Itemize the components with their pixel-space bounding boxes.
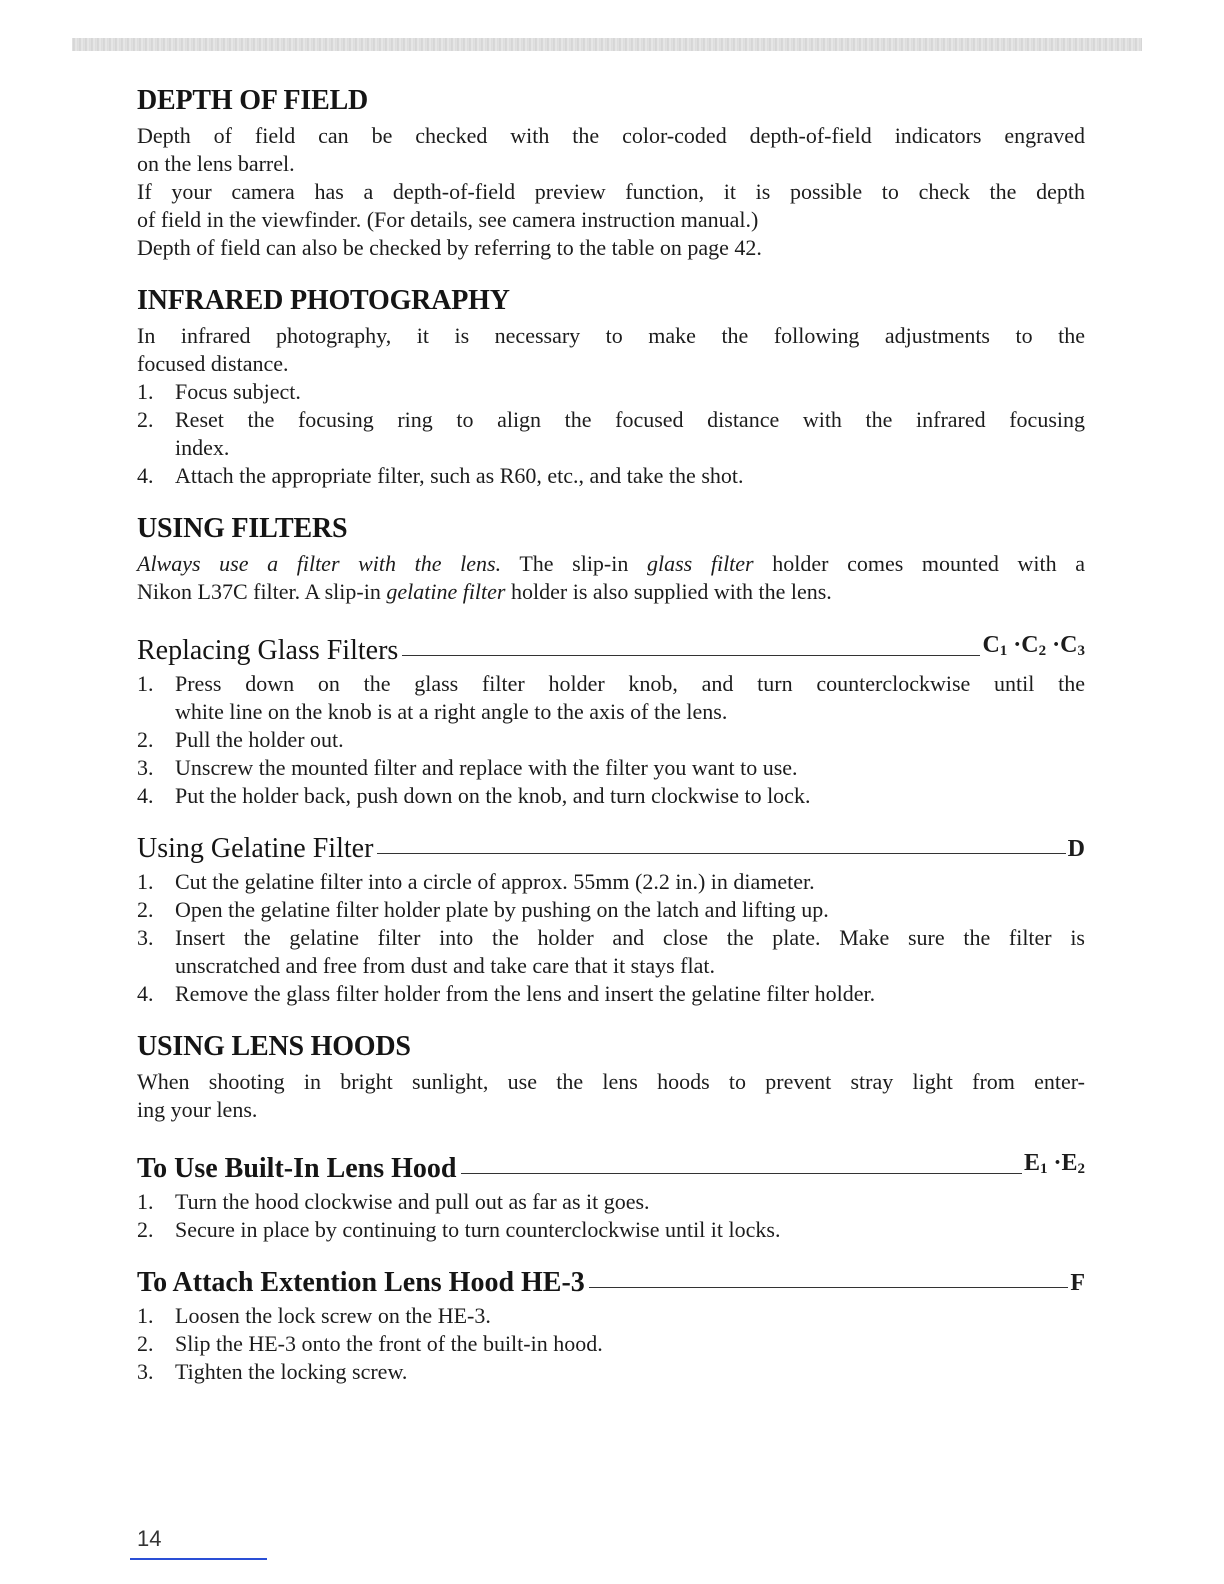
ref-letter: C (1060, 632, 1078, 658)
built-in-hood-title: To Use Built-In Lens Hood (137, 1153, 457, 1184)
plain-text: The slip-in (501, 551, 647, 576)
built-in-hood-section (137, 1146, 1085, 1244)
list-item (137, 924, 1085, 980)
subsection-header (137, 1146, 1085, 1186)
infrared-heading: INFRARED PHOTOGRAPHY (137, 285, 510, 316)
dof-paragraph-line: Depth of field can be checked with the color-coded depth-of-field indicators engraved (137, 123, 1085, 148)
plain-text: Nikon L37C filter. A slip-in (137, 579, 387, 604)
step-number: 3. (137, 925, 154, 950)
ref-subscript: 2 (1077, 1161, 1085, 1177)
list-item (137, 1188, 1085, 1216)
step-number: 4. (137, 981, 154, 1006)
depth-of-field-heading: DEPTH OF FIELD (137, 85, 369, 116)
using-filters-heading: USING FILTERS (137, 513, 348, 544)
step-text: Attach the appropriate filter, such as R60, etc., and take the shot. (175, 463, 744, 488)
figure-reference: D (1067, 836, 1085, 862)
ref-letter: C (1021, 632, 1039, 658)
step-text: Press down on the glass filter holder knob, and turn counterclockwise until the (175, 671, 1085, 696)
gelatine-filter-title: Using Gelatine Filter (137, 833, 374, 864)
step-number: 2. (137, 897, 154, 922)
list-item (137, 726, 1085, 754)
hoods-paragraph-line: ing your lens. (137, 1097, 258, 1122)
subsection-header (137, 832, 1085, 866)
step-text: Unscrew the mounted filter and replace with the filter you want to use. (175, 755, 798, 780)
step-text: Insert the gelatine filter into the holder and close the plate. Make sure the filter is (175, 925, 1085, 950)
step-text: Focus subject. (175, 379, 301, 404)
step-text: Reset the focusing ring to align the focused distance with the infrared focusing (175, 407, 1085, 432)
step-number: 1. (137, 1189, 154, 1214)
step-text: Tighten the locking screw. (175, 1359, 408, 1384)
step-text: Loosen the lock screw on the HE-3. (175, 1303, 491, 1328)
step-text: Open the gelatine filter holder plate by pushing on the latch and lifting up. (175, 897, 829, 922)
leader-line (377, 853, 1065, 854)
using-filters-section (137, 512, 1085, 606)
figure-reference: F (1070, 1270, 1085, 1296)
ref-letter: E (1023, 1150, 1040, 1176)
replacing-glass-steps (137, 670, 1085, 810)
infrared-steps (137, 378, 1085, 490)
extension-hood-section (137, 1266, 1085, 1386)
list-item (137, 980, 1085, 1008)
lens-hoods-section (137, 1030, 1085, 1124)
infrared-paragraph-line: In infrared photography, it is necessary to make the following adjustments to the (137, 323, 1085, 348)
gelatine-steps (137, 868, 1085, 1008)
emphasis-text: gelatine filter (386, 579, 506, 604)
infrared-paragraph-line: focused distance. (137, 351, 289, 376)
step-number: 3. (137, 1359, 154, 1384)
dof-paragraph-line: on the lens barrel. (137, 151, 295, 176)
step-number: 1. (137, 1303, 154, 1328)
filters-paragraph-line (137, 550, 1085, 578)
step-text: unscratched and free from dust and take care that it stays flat. (175, 953, 715, 978)
figure-reference (982, 628, 1085, 668)
extension-hood-steps (137, 1302, 1085, 1386)
list-item (137, 1358, 1085, 1386)
step-text: Turn the hood clockwise and pull out as far as it goes. (175, 1189, 650, 1214)
subsection-header (137, 628, 1085, 668)
emphasis-text: glass filter (646, 551, 754, 576)
ref-subscript: 3 (1077, 643, 1085, 659)
infrared-section (137, 284, 1085, 490)
plain-text: holder comes mounted with a (753, 551, 1085, 576)
list-item (137, 406, 1085, 462)
built-in-hood-steps (137, 1188, 1085, 1244)
ref-separator: · (1047, 1150, 1062, 1176)
step-text: Remove the glass filter holder from the lens and insert the gelatine filter holder. (175, 981, 876, 1006)
list-item (137, 782, 1085, 810)
dof-paragraph-line: of field in the viewfinder. (For details, see camera instruction manual.) (137, 207, 759, 232)
dof-paragraph-line: Depth of field can also be checked by referring to the table on page 42. (137, 235, 762, 260)
step-text: Secure in place by continuing to turn counterclockwise until it locks. (175, 1217, 781, 1242)
top-scan-band (72, 38, 1142, 51)
step-text: Pull the holder out. (175, 727, 344, 752)
list-item (137, 378, 1085, 406)
replacing-glass-filters-section (137, 628, 1085, 810)
figure-reference (1024, 1146, 1085, 1186)
hoods-paragraph-line: When shooting in bright sunlight, use the lens hoods to prevent stray light from enter- (137, 1069, 1085, 1094)
step-number: 1. (137, 671, 154, 696)
subsection-header (137, 1266, 1085, 1300)
ref-letter: C (982, 632, 1000, 658)
bottom-rule (130, 1558, 267, 1560)
step-text: Slip the HE-3 onto the front of the built-in hood. (175, 1331, 603, 1356)
page-number: 14 (137, 1526, 162, 1551)
gelatine-filter-section (137, 832, 1085, 1008)
step-number: 4. (137, 783, 154, 808)
ref-subscript: 1 (1039, 1161, 1048, 1177)
filters-paragraph-line (137, 578, 1085, 606)
dof-paragraph-line: If your camera has a depth-of-field preview function, it is possible to check the depth (137, 179, 1085, 204)
manual-page (137, 84, 1085, 1408)
list-item (137, 896, 1085, 924)
ref-subscript: 2 (1038, 643, 1047, 659)
replacing-glass-filters-title: Replacing Glass Filters (137, 635, 399, 666)
extension-hood-title: To Attach Extention Lens Hood HE-3 (137, 1267, 585, 1298)
step-number: 4. (137, 463, 154, 488)
list-item (137, 462, 1085, 490)
step-number: 2. (137, 1331, 154, 1356)
list-item (137, 868, 1085, 896)
list-item (137, 1302, 1085, 1330)
list-item (137, 1330, 1085, 1358)
list-item (137, 754, 1085, 782)
step-text: Put the holder back, push down on the knob, and turn clockwise to lock. (175, 783, 811, 808)
step-number: 2. (137, 727, 154, 752)
step-number: 2. (137, 1217, 154, 1242)
leader-line (589, 1287, 1069, 1288)
list-item (137, 670, 1085, 726)
list-item (137, 1216, 1085, 1244)
step-number: 1. (137, 379, 154, 404)
step-text: index. (175, 435, 230, 460)
ref-letter: E (1061, 1150, 1078, 1176)
step-text: Cut the gelatine filter into a circle of approx. 55mm (2.2 in.) in diameter. (175, 869, 815, 894)
plain-text: holder is also supplied with the lens. (505, 579, 832, 604)
step-number: 2. (137, 407, 154, 432)
step-text: white line on the knob is at a right angle to the axis of the lens. (175, 699, 728, 724)
depth-of-field-section (137, 84, 1085, 262)
ref-separator: · (1046, 632, 1061, 658)
lens-hoods-heading: USING LENS HOODS (137, 1031, 411, 1062)
ref-subscript: 1 (999, 643, 1008, 659)
step-number: 1. (137, 869, 154, 894)
emphasis-text: Always use a filter with the lens. (137, 551, 502, 576)
step-number: 3. (137, 755, 154, 780)
ref-separator: · (1007, 632, 1022, 658)
leader-line (402, 655, 980, 656)
leader-line (461, 1173, 1022, 1174)
